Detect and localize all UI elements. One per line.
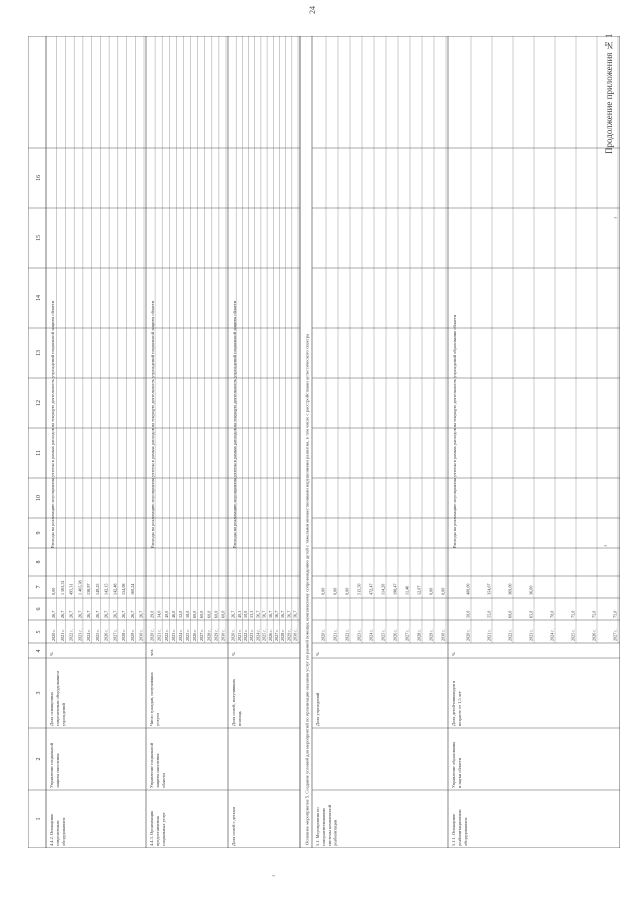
table-sheet: [28, 36, 620, 848]
label-line: Управление социальной: [49, 742, 54, 788]
column-number: 12: [36, 400, 42, 406]
value-cell: 46,0: [170, 610, 176, 618]
amount-cell: 114,20: [380, 583, 386, 595]
year-cell: 2023 г.: [356, 629, 362, 641]
year-cell: 2022 г.: [243, 629, 249, 641]
note-text: Расходы на реализацию мероприятия учтены в рамках расходов на текущую деятельность учреждений социальной защиты области: [150, 300, 155, 548]
amount-cell: 11,46: [404, 585, 410, 595]
value-cell: 56,7: [292, 610, 298, 618]
label-line: Управление образования: [451, 741, 456, 788]
year-cell: 2028 г.: [121, 629, 127, 641]
value-cell: 56,7: [273, 610, 279, 618]
margin-mark: -: [272, 870, 275, 880]
amount-cell: 0,00: [320, 587, 326, 595]
amount-cell: 369,00: [507, 583, 513, 595]
year-cell: 2025 г.: [185, 629, 191, 641]
value-cell: 60,0: [507, 610, 513, 618]
year-cell: 2030 г.: [220, 629, 226, 641]
unit-cell: %: [315, 652, 320, 656]
amount-cell: 142,48: [112, 583, 118, 595]
note-text: Расходы на реализацию мероприятия учтены в рамках расходов на текущую деятельность учреждений социальной защиты области: [232, 300, 237, 548]
year-cell: 2024 г.: [549, 629, 555, 641]
amount-cell: 0,00: [51, 587, 57, 595]
year-cell: 2020 г.: [230, 629, 236, 641]
value-cell: 40,0: [163, 610, 169, 618]
unit-cell: %: [451, 652, 456, 656]
value-cell: 55,0: [486, 610, 492, 618]
main-event-title: Основное мероприятие 5. Создание условий для мероприятий по организации оказания услуг по ранней помощи, комплексному сопровождению детей с тяжелыми множественными нарушениями развития, в том числе с расстройствами аутистического спектра: [304, 333, 310, 845]
year-cell: 2029 г.: [428, 629, 434, 641]
label-line: защиты населения: [54, 753, 60, 788]
label-line: 4.4.2. Оснащение: [49, 813, 54, 846]
year-cell: 2026 г.: [267, 629, 273, 641]
value-cell: 26,7: [112, 610, 118, 618]
column-number: 3: [36, 691, 42, 695]
year-cell: 2022 г.: [507, 629, 513, 641]
amount-cell: 1 563,31: [59, 580, 65, 595]
year-cell: 2025 г.: [261, 629, 267, 641]
year-cell: 2021 г.: [156, 629, 162, 641]
label-line: области: [160, 773, 166, 788]
label-line: реабилитационным: [456, 809, 462, 846]
label-line: 5.1. Мероприятия по: [315, 807, 320, 846]
value-cell: 50,0: [243, 610, 249, 618]
label-line: социальных услуг: [160, 812, 166, 846]
year-cell: 2024 г.: [368, 629, 374, 641]
column-number: 10: [36, 495, 42, 501]
column-number: 15: [36, 235, 42, 241]
year-cell: 2020 г.: [465, 629, 471, 641]
value-cell: 52,0: [177, 610, 183, 618]
value-cell: 34,0: [156, 610, 162, 618]
amount-cell: 160,24: [129, 583, 135, 595]
label-line: 5.1.1. Оснащение: [451, 813, 456, 846]
year-cell: 2030 г.: [138, 629, 144, 641]
page-number: 24: [308, 6, 317, 14]
amount-cell: 154,08: [121, 583, 127, 595]
value-cell: 26,7: [230, 610, 236, 618]
amount-cell: 138,97: [86, 583, 92, 595]
amount-cell: 472,47: [368, 583, 374, 595]
value-cell: 60,0: [220, 610, 226, 618]
rotated-table: [28, 36, 620, 848]
label-line: современным: [54, 820, 60, 846]
amount-cell: 198,47: [392, 583, 398, 595]
value-cell: 26,7: [94, 610, 100, 618]
year-cell: 2027 г.: [612, 629, 618, 641]
year-cell: 2030 г.: [292, 629, 298, 641]
year-cell: 2026 г.: [192, 629, 198, 641]
label-line: возрасте от 1,5 лет: [456, 691, 462, 726]
year-cell: 2022 г.: [163, 629, 169, 641]
value-cell: 26,7: [51, 610, 57, 618]
margin-mark: -: [614, 212, 617, 222]
label-line: защиты населения: [154, 753, 160, 788]
value-cell: 26,7: [129, 610, 135, 618]
amount-cell: 142,15: [103, 583, 109, 595]
value-cell: 75,0: [612, 610, 618, 618]
year-cell: 2022 г.: [344, 629, 350, 641]
label-line: оборудованием: [462, 817, 468, 846]
year-cell: 2021 г.: [236, 629, 242, 641]
year-cell: 2026 г.: [103, 629, 109, 641]
year-cell: 2023 г.: [249, 629, 255, 641]
value-cell: 56,7: [280, 610, 286, 618]
year-cell: 2025 г.: [570, 629, 576, 641]
amount-cell: 36,00: [528, 585, 534, 595]
amount-cell: 149,25: [94, 583, 100, 595]
amount-cell: 354,07: [486, 583, 492, 595]
value-cell: 26,7: [68, 610, 74, 618]
year-cell: 2028 г.: [206, 629, 212, 641]
year-cell: 2020 г.: [149, 629, 155, 641]
value-cell: 56,7: [255, 610, 261, 618]
year-cell: 2020 г.: [51, 629, 57, 641]
margin-mark: -: [604, 540, 607, 550]
amount-cell: 0,00: [332, 587, 338, 595]
year-cell: 2020 г.: [320, 629, 326, 641]
amount-cell: 0,00: [344, 587, 350, 595]
value-cell: 65,0: [528, 610, 534, 618]
value-cell: 58,0: [185, 610, 191, 618]
year-cell: 2027 г.: [199, 629, 205, 641]
value-cell: 53,3: [249, 610, 255, 618]
label-line: и науки области: [456, 758, 462, 788]
year-cell: 2021 г.: [486, 629, 492, 641]
unit-cell: чел.: [149, 648, 154, 656]
label-line: Число граждан, получивших: [149, 672, 154, 726]
label-line: услуги: [154, 713, 160, 726]
value-cell: 26,7: [103, 610, 109, 618]
year-cell: 2028 г.: [280, 629, 286, 641]
value-cell: 60,0: [192, 610, 198, 618]
year-cell: 2026 г.: [392, 629, 398, 641]
column-number: 13: [36, 350, 42, 356]
label-line: учреждений: [60, 703, 66, 726]
label-line: помощь: [236, 711, 242, 726]
value-cell: 60,0: [213, 610, 219, 618]
value-cell: 70,0: [549, 610, 555, 618]
value-cell: 56,7: [267, 610, 273, 618]
year-cell: 2023 г.: [170, 629, 176, 641]
value-cell: 26,7: [121, 610, 127, 618]
year-cell: 2030 г.: [440, 629, 446, 641]
label-line: Доля семей, получивших: [231, 678, 236, 726]
year-cell: 2021 г.: [59, 629, 65, 641]
label-line: оборудованием: [60, 817, 66, 846]
unit-cell: %: [231, 652, 236, 656]
year-cell: 2029 г.: [213, 629, 219, 641]
value-cell: 75,0: [570, 610, 576, 618]
year-cell: 2028 г.: [416, 629, 422, 641]
amount-cell: 0,00: [440, 587, 446, 595]
label-line: 4.4.3. Организация: [149, 810, 154, 846]
value-cell: 60,0: [199, 610, 205, 618]
year-cell: 2024 г.: [86, 629, 92, 641]
year-cell: 2024 г.: [255, 629, 261, 641]
year-cell: 2023 г.: [77, 629, 83, 641]
label-line: системы комплексной: [326, 804, 332, 846]
appendix-label: Продолжение приложения № 1: [604, 33, 614, 154]
value-cell: 40,3: [236, 610, 242, 618]
value-cell: 26,7: [86, 610, 92, 618]
year-cell: 2029 г.: [286, 629, 292, 641]
column-number: 9: [36, 531, 42, 535]
amount-cell: 400,00: [465, 583, 471, 595]
amount-cell: 515,50: [356, 583, 362, 595]
column-number: 7: [36, 585, 42, 589]
value-cell: 26,7: [59, 610, 65, 618]
value-cell: 50,0: [465, 610, 471, 618]
column-number: 6: [36, 607, 42, 611]
value-cell: 26,7: [138, 610, 144, 618]
year-cell: 2026 г.: [591, 629, 597, 641]
note-text: Расходы на реализацию мероприятия учтены в рамках расходов на текущую деятельность учреждений социальной защиты области: [50, 300, 55, 548]
amount-cell: 12,07: [416, 585, 422, 595]
label-line: Доля семей с детьми: [231, 807, 236, 846]
label-line: предоставления: [154, 816, 160, 846]
label-line: совершенствованию: [320, 807, 326, 846]
column-number: 2: [36, 757, 42, 761]
label-line: Доля оснащенных: [49, 691, 54, 726]
value-cell: 60,0: [206, 610, 212, 618]
year-cell: 2024 г.: [177, 629, 183, 641]
unit-cell: %: [49, 652, 54, 656]
amount-cell: 1 465,38: [77, 580, 83, 595]
year-cell: 2025 г.: [94, 629, 100, 641]
amount-cell: 0,00: [428, 587, 434, 595]
year-cell: 2021 г.: [332, 629, 338, 641]
column-number: 5: [36, 630, 42, 634]
column-number: 11: [36, 450, 42, 456]
year-cell: 2023 г.: [528, 629, 534, 641]
year-cell: 2022 г.: [68, 629, 74, 641]
amount-cell: 495,31: [68, 583, 74, 595]
year-cell: 2025 г.: [380, 629, 386, 641]
value-cell: 56,7: [286, 610, 292, 618]
year-cell: 2027 г.: [112, 629, 118, 641]
table-grid: [28, 36, 620, 848]
year-cell: 2029 г.: [129, 629, 135, 641]
label-line: Доля учреждений: [315, 692, 320, 726]
label-line: Доля детей-инвалидов в: [451, 680, 456, 726]
note-text: Расходы на реализацию мероприятия учтены в рамках расходов на текущую деятельность учреждений образования области: [452, 315, 457, 548]
year-cell: 2027 г.: [273, 629, 279, 641]
year-cell: 2027 г.: [404, 629, 410, 641]
label-line: реабилитации: [332, 819, 338, 846]
label-line: современным оборудованием: [54, 670, 60, 726]
value-cell: 29,0: [149, 610, 155, 618]
column-number: 1: [36, 817, 42, 821]
column-number: 14: [36, 295, 42, 301]
column-number: 16: [36, 175, 42, 181]
column-number: 8: [36, 560, 42, 564]
column-number: 4: [36, 649, 42, 653]
value-cell: 56,7: [261, 610, 267, 618]
label-line: Управление социальной: [149, 742, 154, 788]
value-cell: 75,0: [591, 610, 597, 618]
value-cell: 26,7: [77, 610, 83, 618]
